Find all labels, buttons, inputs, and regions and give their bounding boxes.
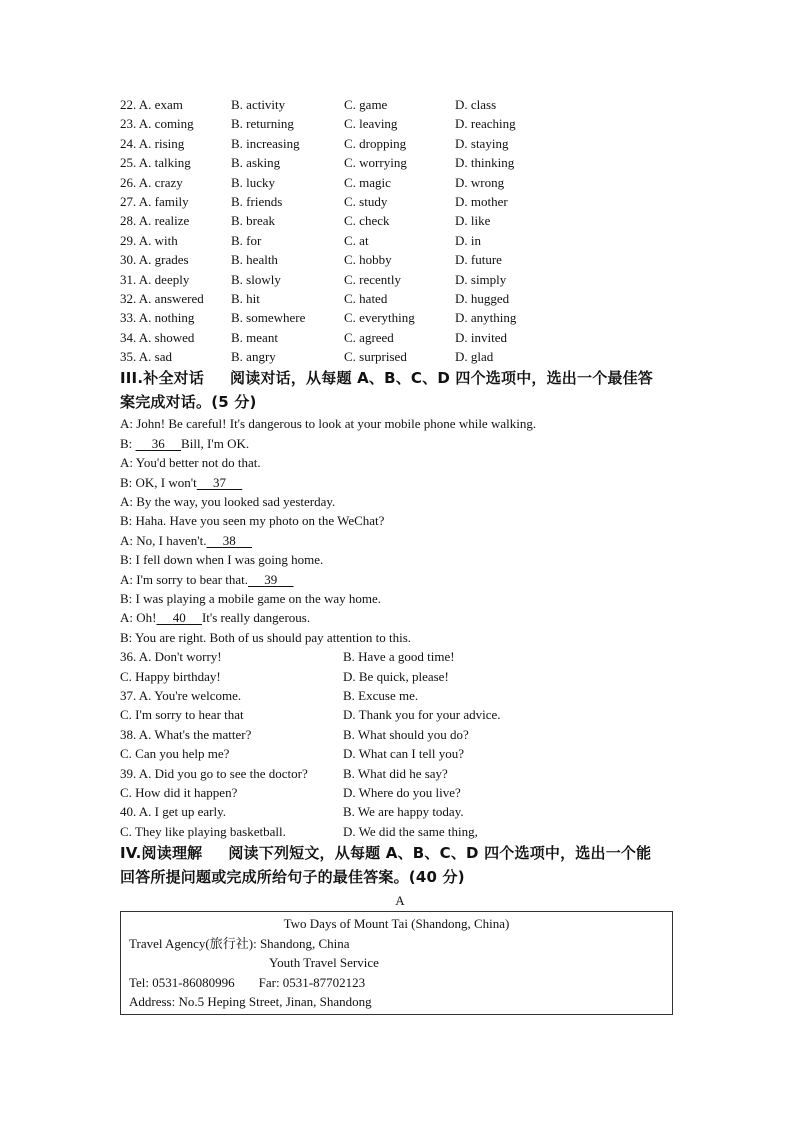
cloze-option-row (120, 308, 680, 327)
answer-blank-37: 37 (212, 474, 226, 490)
cloze-option-row (120, 250, 680, 269)
option-right: D. We did the same thing, (343, 823, 478, 839)
option-d: D. future (455, 252, 502, 268)
option-d: D. in (455, 232, 481, 248)
dialogue-option-row (120, 802, 680, 821)
dialogue-text: Bill, I'm OK. (181, 435, 250, 451)
cloze-option-row (120, 95, 680, 114)
option-d: D. invited (455, 329, 507, 345)
option-d: D. reaching (455, 116, 516, 132)
dialogue-line (120, 473, 680, 492)
cloze-option-row (120, 134, 680, 153)
option-left: C. How did it happen? (120, 784, 238, 800)
cloze-option-row (120, 114, 680, 133)
answer-blank-39: 39 (264, 571, 278, 587)
option-d: D. simply (455, 271, 507, 287)
option-a: 27. A. family (120, 193, 189, 209)
option-b: B. angry (231, 349, 276, 365)
option-d: D. mother (455, 193, 508, 209)
travel-info-box (120, 911, 673, 1015)
option-d: D. wrong (455, 174, 505, 190)
address-line: Address: No.5 Heping Street, Jinan, Shandong (129, 994, 372, 1010)
option-a: 32. A. answered (120, 290, 204, 306)
option-c: C. everything (344, 310, 415, 326)
section-3-instruction-cont: 案完成对话。(5 分) (120, 393, 257, 412)
dialogue-option-row (120, 744, 680, 763)
dialogue-option-row (120, 647, 680, 666)
cloze-option-row (120, 289, 680, 308)
dialogue-option-row (120, 725, 680, 744)
option-right: D. What can I tell you? (343, 746, 465, 762)
option-b: B. friends (231, 193, 283, 209)
option-b: B. activity (231, 97, 286, 112)
option-b: B. slowly (231, 271, 281, 287)
cloze-option-row (120, 347, 680, 366)
option-right: B. What should you do? (343, 726, 469, 742)
answer-blank-40: 40 (172, 610, 186, 626)
dialogue (120, 414, 680, 647)
cloze-option-row (120, 173, 680, 192)
travel-agency-line: Travel Agency(旅行社): Shandong, China (129, 935, 350, 951)
option-b: B. break (231, 213, 276, 229)
option-d: D. class (455, 97, 497, 112)
cloze-option-row (120, 153, 680, 172)
option-b: B. returning (231, 116, 294, 132)
speaker-label: B: (120, 435, 136, 451)
section-3-heading (120, 366, 680, 414)
option-right: D. Be quick, please! (343, 668, 449, 684)
option-a: 31. A. deeply (120, 271, 190, 287)
option-b: B. health (231, 252, 278, 268)
section-4-title: IV.阅读理解 (120, 844, 203, 863)
passage-label: A (395, 893, 405, 909)
cloze-option-row (120, 192, 680, 211)
option-a: 22. A. exam (120, 97, 183, 112)
option-left: C. Happy birthday! (120, 668, 221, 684)
section-3-title: III.补全对话 (120, 369, 205, 388)
dialogue-option-row (120, 686, 680, 705)
dialogue-line (120, 608, 680, 627)
option-a: 30. A. grades (120, 252, 189, 268)
option-d: D. thinking (455, 155, 515, 171)
tel-number: Tel: 0531-86080996 (129, 974, 235, 990)
option-c: C. hated (344, 290, 388, 306)
option-b: B. increasing (231, 135, 300, 151)
option-d: D. glad (455, 349, 494, 365)
option-d: D. anything (455, 310, 517, 326)
dialogue-line: A: By the way, you looked sad yesterday. (120, 494, 336, 510)
dialogue-line: A: You'd better not do that. (120, 455, 261, 471)
section-4-instruction-cont: 回答所提问题或完成所给句子的最佳答案。(40 分) (120, 868, 465, 887)
dialogue-option-row (120, 822, 680, 841)
travel-agency-name: Youth Travel Service (269, 955, 379, 971)
dialogue-option-row (120, 705, 680, 724)
dialogue-option-row (120, 667, 680, 686)
dialogue-options (120, 647, 680, 841)
option-c: C. agreed (344, 329, 394, 345)
dialogue-text: A: No, I haven't. (120, 532, 207, 548)
section-4-instruction: 阅读下列短文，从每题 A、B、C、D 四个选项中，选出一个能 (228, 844, 652, 863)
option-c: C. worrying (344, 155, 407, 171)
option-right: B. What did he say? (343, 765, 448, 781)
dialogue-text: B: OK, I won't (120, 474, 197, 490)
dialogue-line: B: You are right. Both of us should pay attention to this. (120, 629, 412, 645)
option-a: 29. A. with (120, 232, 178, 248)
fax-number: Far: 0531-87702123 (258, 974, 366, 990)
option-c: C. check (344, 213, 390, 229)
option-b: B. asking (231, 155, 281, 171)
option-b: B. meant (231, 329, 278, 345)
answer-blank-36: 36 (151, 435, 165, 451)
dialogue-text: A: I'm sorry to bear that. (120, 571, 248, 587)
option-a: 23. A. coming (120, 116, 194, 132)
option-c: C. surprised (344, 349, 407, 365)
option-c: C. recently (344, 271, 402, 287)
option-left: 40. A. I get up early. (120, 804, 227, 820)
option-right: B. We are happy today. (343, 804, 464, 820)
option-c: C. magic (344, 174, 391, 190)
option-c: C. hobby (344, 252, 392, 268)
option-left: C. I'm sorry to hear that (120, 707, 244, 723)
option-right: B. Have a good time! (343, 649, 455, 665)
option-a: 26. A. crazy (120, 174, 183, 190)
dialogue-text: A: Oh! (120, 610, 157, 626)
option-c: C. game (344, 97, 388, 112)
dialogue-line (120, 570, 680, 589)
option-a: 35. A. sad (120, 349, 172, 365)
option-b: B. somewhere (231, 310, 306, 326)
section-4-heading (120, 841, 680, 889)
option-b: B. for (231, 232, 262, 248)
cloze-option-row (120, 328, 680, 347)
cloze-options-table (120, 95, 680, 366)
option-a: 28. A. realize (120, 213, 190, 229)
option-a: 34. A. showed (120, 329, 195, 345)
cloze-option-row (120, 231, 680, 250)
cloze-option-row (120, 211, 680, 230)
dialogue-line (120, 531, 680, 550)
option-left: C. Can you help me? (120, 746, 230, 762)
contact-line (129, 973, 664, 993)
dialogue-option-row (120, 783, 680, 802)
option-left: 37. A. You're welcome. (120, 687, 242, 703)
option-d: D. like (455, 213, 491, 229)
option-right: B. Excuse me. (343, 687, 419, 703)
option-c: C. dropping (344, 135, 407, 151)
option-right: D. Where do you live? (343, 784, 461, 800)
exam-page (120, 95, 680, 1015)
option-left: 39. A. Did you go to see the doctor? (120, 765, 308, 781)
dialogue-line: B: I fell down when I was going home. (120, 552, 324, 568)
option-b: B. lucky (231, 174, 276, 190)
option-d: D. hugged (455, 290, 510, 306)
dialogue-line: A: John! Be careful! It's dangerous to look at your mobile phone while walking. (120, 416, 537, 432)
option-left: 36. A. Don't worry! (120, 649, 222, 665)
option-c: C. study (344, 193, 388, 209)
answer-blank-38: 38 (222, 532, 236, 548)
section-3-instruction: 阅读对话，从每题 A、B、C、D 四个选项中，选出一个最佳答 (230, 369, 653, 388)
option-left: C. They like playing basketball. (120, 823, 286, 839)
option-c: C. at (344, 232, 369, 248)
dialogue-line: B: Haha. Have you seen my photo on the WeChat? (120, 513, 385, 529)
option-d: D. staying (455, 135, 509, 151)
info-box-title: Two Days of Mount Tai (Shandong, China) (283, 916, 510, 932)
option-c: C. leaving (344, 116, 398, 132)
dialogue-option-row (120, 764, 680, 783)
dialogue-line (120, 434, 680, 453)
dialogue-line: B: I was playing a mobile game on the way home. (120, 590, 382, 606)
option-a: 25. A. talking (120, 155, 191, 171)
option-a: 24. A. rising (120, 135, 185, 151)
option-a: 33. A. nothing (120, 310, 195, 326)
cloze-option-row (120, 270, 680, 289)
dialogue-text: It's really dangerous. (201, 610, 311, 626)
option-left: 38. A. What's the matter? (120, 726, 252, 742)
option-right: D. Thank you for your advice. (343, 707, 501, 723)
option-b: B. hit (231, 290, 260, 306)
